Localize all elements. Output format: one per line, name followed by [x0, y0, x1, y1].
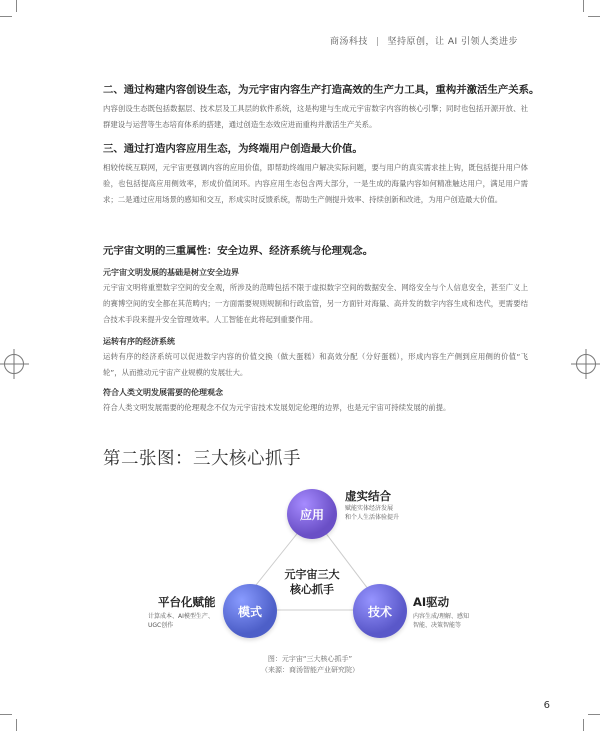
section-2-heading: 二、通过构建内容创设生态，为元宇宙内容生产打造高效的生产力工具，重构并激活生产关系。 [103, 84, 540, 96]
node-mode-desc [148, 612, 214, 630]
section-3-heading: 三、通过打造内容应用生态，为终端用户创造最大价值。 [103, 143, 363, 155]
section-2-body: 内容创设生态既包括数据层、技术层及工具层的软件系统，这是构建与生成元宇宙数字内容的核心引擎；同时也包括开源开放、社群建设与运营等生态培育体系的搭建，通过创造生态效应进而重构并激活生产关系。 [103, 104, 528, 130]
core-pillars-diagram [140, 480, 480, 680]
crop-mark [16, 719, 17, 731]
figure-caption [220, 654, 400, 676]
header-company: 商汤科技 [329, 37, 368, 47]
triple-item-2-title: 运转有序的经济系统 [103, 336, 175, 346]
node-mode-desc-line-1: 计算成本、AI模型生产、 [148, 613, 214, 620]
node-mode-title: 平台化赋能 [158, 595, 216, 609]
crop-mark [583, 0, 584, 12]
node-technology-desc-line-1: 内容生成/理解、感知 [413, 613, 470, 620]
page-header [330, 34, 518, 47]
node-technology-label: 技术 [367, 604, 392, 619]
node-technology-desc-line-2: 智能、决策智能等 [413, 622, 462, 629]
diagram-center-label [263, 567, 361, 597]
node-application-desc-line-2: 和个人生活体验提升 [345, 514, 400, 521]
header-separator: | [375, 37, 380, 47]
node-application-label: 应用 [299, 507, 324, 522]
triple-item-2-body: 运转有序的经济系统可以促进数字内容的价值交换（做大蛋糕）和高效分配（分好蛋糕），形成内容生产侧到应用侧的价值“飞轮”，从而推动元宇宙产业规模的发展壮大。 [103, 351, 528, 377]
header-slogan: 坚持原创，让 AI 引领人类进步 [387, 37, 518, 47]
section-2 [103, 82, 540, 133]
node-application-title: 虚实结合 [345, 489, 391, 503]
section-3 [103, 141, 528, 209]
node-application-desc-line-1: 赋能实体经济发展 [345, 505, 394, 512]
node-technology-title: AI驱动 [413, 595, 450, 609]
triple-item-3-body: 符合人类文明发展需要的伦理观念不仅为元宇宙技术发展划定伦理的边界，也是元宇宙可持续发展的前提。 [103, 403, 451, 413]
figure-caption-line-1: 图：元宇宙“三大核心抓手” [267, 655, 353, 663]
figure-title-block [103, 445, 528, 470]
section-3-body: 相较传统互联网，元宇宙更强调内容的应用价值，即帮助终端用户解决实际问题，要与用户的真实需求挂上钩，既包括提升用户体验，也包括提高应用侧效率，形成价值闭环。内容应用生态包含两大部分，一是生成的海量内容如何精准触达用户，满足用户需求；二是通过应用场景的感知和交互，形成实时反馈系统，帮助生产侧提升效率、持续创新和改进，为用户创造最大价值。 [103, 163, 528, 205]
node-application-desc [345, 504, 399, 522]
node-application [287, 489, 337, 539]
triple-attributes [103, 243, 528, 416]
crop-mark [588, 16, 600, 17]
triple-heading: 元宇宙文明的三重属性：安全边界、经济系统与伦理观念。 [103, 245, 374, 257]
triple-item-3-title: 符合人类文明发展需要的伦理观念 [103, 388, 223, 398]
center-line-2: 核心抓手 [290, 583, 334, 596]
center-line-1: 元宇宙三大 [284, 568, 340, 581]
triple-item-1-title: 元宇宙文明发展的基础是树立安全边界 [103, 268, 239, 277]
node-mode-label: 模式 [237, 604, 262, 619]
node-mode-desc-line-2: UGC创作 [148, 622, 174, 629]
crop-mark [588, 714, 600, 715]
figure-title: 第二张图：三大核心抓手 [103, 449, 301, 469]
crop-mark [0, 714, 12, 715]
figure-caption-line-2: （来源：商汤智能产业研究院） [261, 666, 359, 674]
node-technology [353, 584, 407, 638]
crop-mark [0, 16, 12, 17]
registration-mark-icon [4, 354, 24, 374]
crop-mark [583, 719, 584, 731]
crop-mark [16, 0, 17, 12]
page-number: 6 [543, 700, 550, 711]
registration-mark-icon [576, 354, 596, 374]
triple-item-1-body: 元宇宙文明将重塑数字空间的安全观，所涉及的范畴包括不限于虚拟数字空间的数据安全、网络安全与个人信息安全，甚至广义上的赛博空间的安全都在其范畴内；一方面需要规则规制和行政监管，另一方面针对海量、高并发的数字内容生成和迭代，更需要结合技术手段来提升安全管理效率。人工智能在此将起到重要作用。 [103, 283, 528, 325]
node-technology-desc [413, 612, 469, 630]
